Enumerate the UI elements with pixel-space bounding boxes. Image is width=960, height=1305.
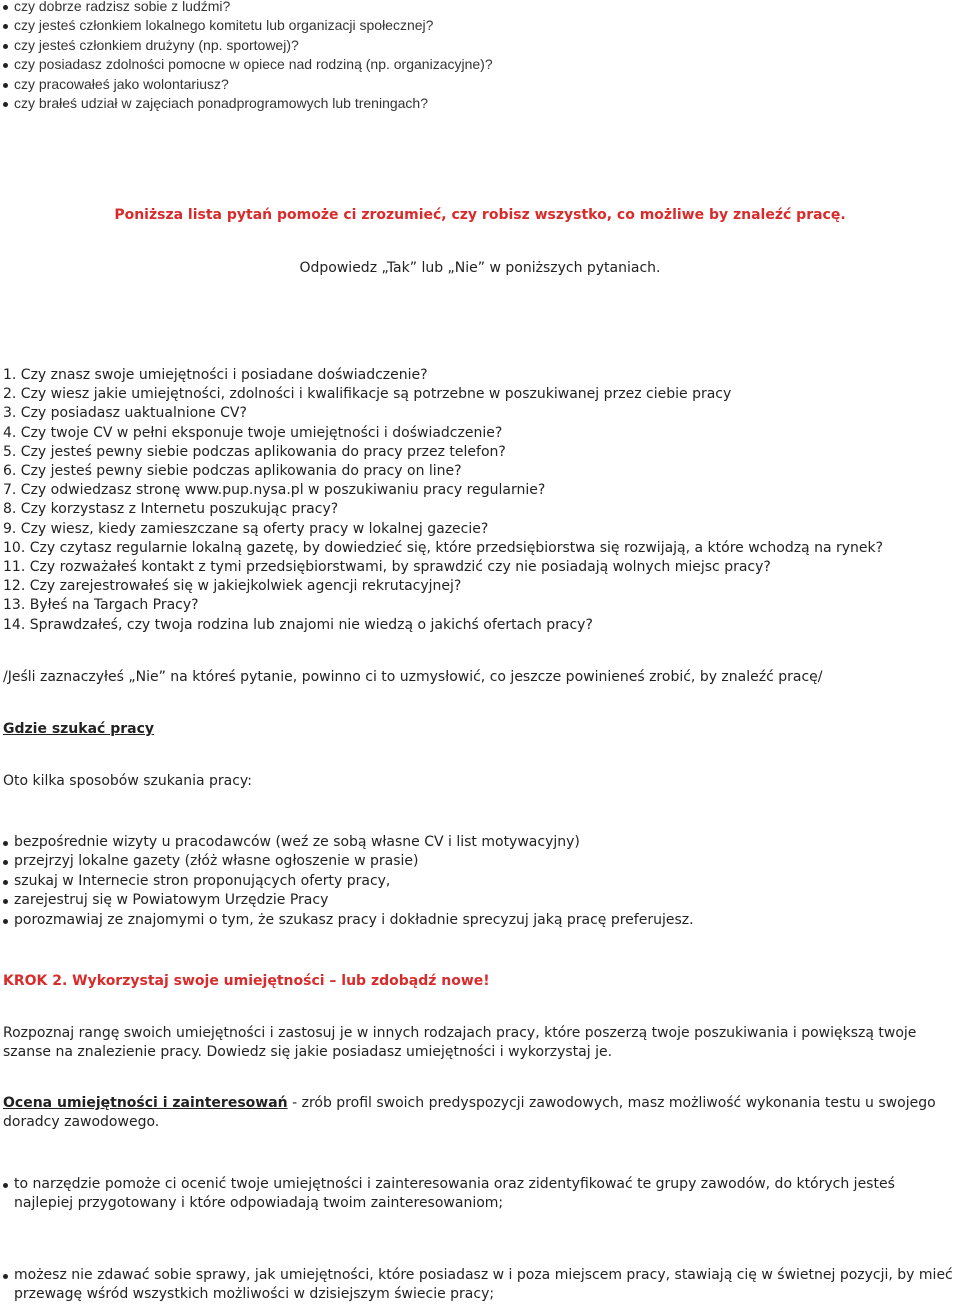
list-item: czy posiadasz zdolności pomocne w opiece nad rodziną (np. organizacyjne)? bbox=[0, 55, 960, 74]
if-no-note: /Jeśli zaznaczyłeś „Nie” na któreś pytanie, powinno ci to uzmysłowić, co jeszcze powinieneś zrobić, by znaleźć pracę/ bbox=[3, 669, 823, 685]
list-item: 11. Czy rozważałeś kontakt z tymi przedsiębiorstwami, by sprawdzić czy nie posiadają wolnych miejsc pracy? bbox=[3, 559, 771, 576]
assessment-text: - zrób profil swoich predyspozycji zawodowych, masz możliwość wykonania testu u swojego doradcy zawodowego. bbox=[3, 1095, 936, 1131]
ways-intro: Oto kilka sposobów szukania pracy: bbox=[3, 773, 252, 789]
list-item: 13. Byłeś na Targach Pracy? bbox=[3, 597, 199, 614]
list-item: 8. Czy korzystasz z Internetu poszukując pracy? bbox=[3, 501, 339, 518]
list-item: 1. Czy znasz swoje umiejętności i posiadane doświadczenie? bbox=[3, 367, 428, 383]
questions-list bbox=[0, 366, 960, 635]
list-item: 12. Czy zarejestrowałeś się w jakiejkolwiek agencji rekrutacyjnej? bbox=[3, 578, 462, 595]
answer-instruction: Odpowiedz „Tak” lub „Nie” w poniższych pytaniach. bbox=[299, 260, 661, 276]
list-item: 6. Czy jesteś pewny siebie podczas aplikowania do pracy on line? bbox=[3, 463, 462, 480]
list-item: 3. Czy posiadasz uaktualnione CV? bbox=[3, 405, 247, 422]
list-item: 2. Czy wiesz jakie umiejętności, zdolności i kwalifikacje są potrzebne w poszukiwanej przez ciebie pracy bbox=[3, 386, 732, 403]
ways-list bbox=[0, 833, 960, 930]
list-item: bezpośrednie wizyty u pracodawców (weź ze sobą własne CV i list motywacyjny) bbox=[0, 833, 960, 852]
step2-paragraph: Rozpoznaj rangę swoich umiejętności i zastosuj je w innych rodzajach pracy, które poszerzą twoje poszukiwania i powiększą twoje szanse na znalezienie pracy. Dowiedz się jakie posiadasz umiejętności i wykorzystaj je. bbox=[3, 1025, 917, 1061]
list-item: możesz nie zdawać sobie sprawy, jak umiejętności, które posiadasz w i poza miejscem pracy, stawiają cię w świetnej pozycji, by mieć przewagę wśród wszystkich możliwości w dzisiejszym świecie pracy; bbox=[0, 1266, 960, 1305]
list-item: 14. Sprawdzałeś, czy twoja rodzina lub znajomi nie wiedzą o jakichś ofertach pracy? bbox=[3, 616, 593, 633]
where-heading-text: Gdzie szukać pracy bbox=[3, 721, 155, 737]
list-item: czy pracowałeś jako wolontariusz? bbox=[0, 75, 960, 94]
list-item: szukaj w Internecie stron proponujących oferty pracy, bbox=[0, 872, 960, 891]
where-heading bbox=[0, 720, 960, 739]
list-item: 10. Czy czytasz regularnie lokalną gazetę, by dowiedzieć się, które przedsiębiorstwa się rozwijają, a które wchodzą na rynek? bbox=[3, 539, 884, 556]
intro-heading: Poniższa lista pytań pomoże ci zrozumieć, czy robisz wszystko, co możliwe by znaleźć pracę. bbox=[114, 207, 846, 223]
list-item: 7. Czy odwiedzasz stronę www.pup.nysa.pl w poszukiwaniu pracy regularnie? bbox=[3, 482, 546, 499]
assessment-term: Ocena umiejętności i zainteresowań bbox=[3, 1095, 288, 1111]
assessment-paragraph bbox=[0, 1094, 960, 1133]
list-item: 9. Czy wiesz, kiedy zamieszczane są oferty pracy w lokalnej gazecie? bbox=[3, 520, 489, 537]
tool-bullet-list bbox=[0, 1175, 960, 1214]
list-item: czy dobrze radzisz sobie z ludźmi? bbox=[0, 0, 960, 16]
list-item: 5. Czy jesteś pewny siebie podczas aplikowania do pracy przez telefon? bbox=[3, 443, 506, 460]
list-item: zarejestruj się w Powiatowym Urzędzie Pracy bbox=[0, 891, 960, 910]
list-item: czy brałeś udział w zajęciach ponadprogramowych lub treningach? bbox=[0, 94, 960, 113]
list-item: to narzędzie pomoże ci ocenić twoje umiejętności i zainteresowania oraz zidentyfikować te grupy zawodów, do których jesteś najlepiej przygotowany i które odpowiadają twoim zainteresowaniom; bbox=[0, 1175, 960, 1214]
list-item: 4. Czy twoje CV w pełni eksponuje twoje umiejętności i doświadczenie? bbox=[3, 424, 503, 441]
last-bullet-list bbox=[0, 1266, 960, 1305]
list-item: przejrzyj lokalne gazety (złóż własne ogłoszenie w prasie) bbox=[0, 852, 960, 871]
list-item: porozmawiaj ze znajomymi o tym, że szukasz pracy i dokładnie sprecyzuj jaką pracę preferujesz. bbox=[0, 911, 960, 930]
list-item: czy jesteś członkiem drużyny (np. sportowej)? bbox=[0, 36, 960, 55]
list-item: czy jesteś członkiem lokalnego komitetu lub organizacji społecznej? bbox=[0, 16, 960, 35]
step2-heading: KROK 2. Wykorzystaj swoje umiejętności – lub zdobądź nowe! bbox=[3, 973, 490, 989]
top-question-list bbox=[0, 0, 960, 113]
